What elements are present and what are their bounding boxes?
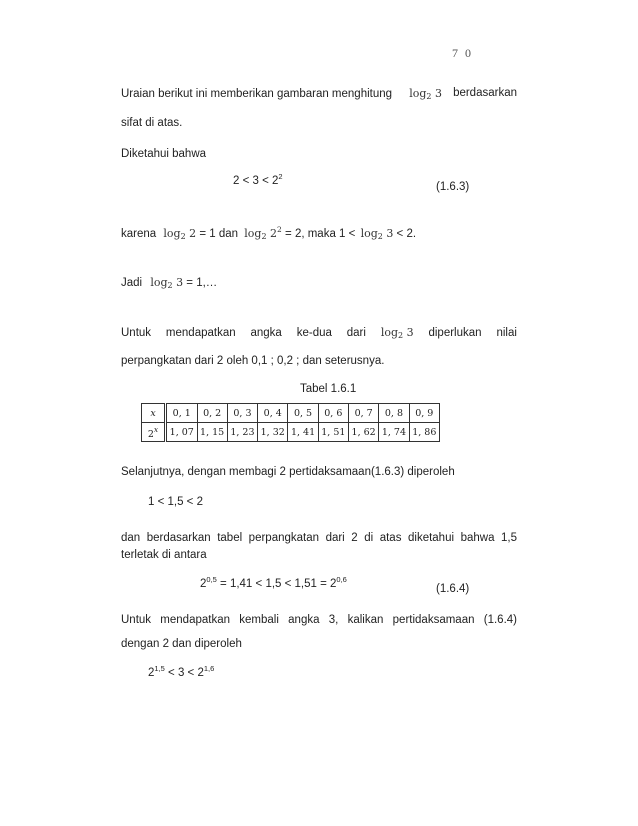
table-row <box>142 404 440 423</box>
power-table <box>141 403 440 442</box>
inequality-final: $2^{1,5} < 3 < 2^{1,6}$ <box>148 664 215 679</box>
table-cell: 1, 51 <box>318 423 348 442</box>
table-cell: 0, 9 <box>409 404 439 423</box>
jadi-line: Jadi $\log_2 3$ = 1,… <box>121 276 218 290</box>
table-caption: Tabel 1.6.1 <box>300 383 357 395</box>
paragraph-second-digit-line1: Untuk mendapatkan angka ke-dua dari $\log_2 3$ diperlukan nilai <box>121 326 517 340</box>
log-expression: $\log_2 2^2$ <box>244 225 282 241</box>
log-expression: $\log_2 3$ <box>150 276 184 290</box>
inequality-divided: 1 < 1,5 < 2 <box>148 496 203 508</box>
paragraph-intro-line1 <box>121 87 517 101</box>
table-cell: 0, 8 <box>379 404 409 423</box>
table-cell: 0, 2 <box>197 404 227 423</box>
known-label: Diketahui bahwa <box>121 148 207 160</box>
page-number: 7 0 <box>452 46 473 60</box>
table-cell: 0, 5 <box>288 404 318 423</box>
table-cell: 1, 07 <box>166 423 198 442</box>
paragraph-multiply-line2: dengan 2 dan diperoleh <box>121 638 242 650</box>
log-expression: $\log_2 3$ <box>380 326 414 340</box>
paragraph-multiply-line1: Untuk mendapatkan kembali angka 3, kalikan pertidaksamaan (1.6.4) <box>121 614 517 626</box>
table-cell: 1, 32 <box>258 423 288 442</box>
table-cell: 0, 7 <box>348 404 378 423</box>
table-cell: 1, 74 <box>379 423 409 442</box>
intro-text-after: berdasarkan <box>453 87 517 99</box>
karena-line: karena $\log_2 2 = 1$ dan $\log_2 2^2 = 2$, maka $1 < \log_2 3 < 2$. <box>121 225 417 241</box>
log-expression: $\log_2 3$ <box>409 87 443 101</box>
log-expression: $\log_2 2$ <box>163 227 197 241</box>
paragraph-second-digit-line2: perpangkatan dari 2 oleh 0,1 ; 0,2 ; dan seterusnya. <box>121 355 385 367</box>
table-cell: 0, 3 <box>227 404 257 423</box>
paragraph-intro-line2: sifat di atas. <box>121 117 183 129</box>
table-cell: 1, 62 <box>348 423 378 442</box>
table-cell: 0, 4 <box>258 404 288 423</box>
table-cell: 0, 1 <box>166 404 198 423</box>
table-header-power: 2$^x$ <box>142 423 166 442</box>
table-cell: 1, 86 <box>409 423 439 442</box>
table-cell: 1, 41 <box>288 423 318 442</box>
inequality-1-6-4: $2^{0,5} = 1,41 < 1,5 < 1,51 = 2^{0,6}$ <box>200 575 347 590</box>
paragraph-table-line2: terletak di antara <box>121 549 207 561</box>
equation-number-1-6-4: (1.6.4) <box>436 583 470 595</box>
log-expression: $\log_2 3$ <box>360 227 394 241</box>
table-cell: 1, 15 <box>197 423 227 442</box>
paragraph-table-line1: dan berdasarkan tabel perpangkatan dari 2 di atas diketahui bahwa 1,5 <box>121 532 517 544</box>
table-row <box>142 423 440 442</box>
paragraph-divide: Selanjutnya, dengan membagi 2 pertidaksamaan(1.6.3) diperoleh <box>121 466 455 478</box>
table-cell: 0, 6 <box>318 404 348 423</box>
equation-number-1-6-3: (1.6.3) <box>436 181 470 193</box>
inequality-1-6-3: $2 < 3 < 2^2$ <box>233 172 283 187</box>
intro-text-before: Uraian berikut ini memberikan gambaran menghitung <box>121 88 393 100</box>
table-cell: 1, 23 <box>227 423 257 442</box>
table-header-x: x <box>142 404 166 423</box>
